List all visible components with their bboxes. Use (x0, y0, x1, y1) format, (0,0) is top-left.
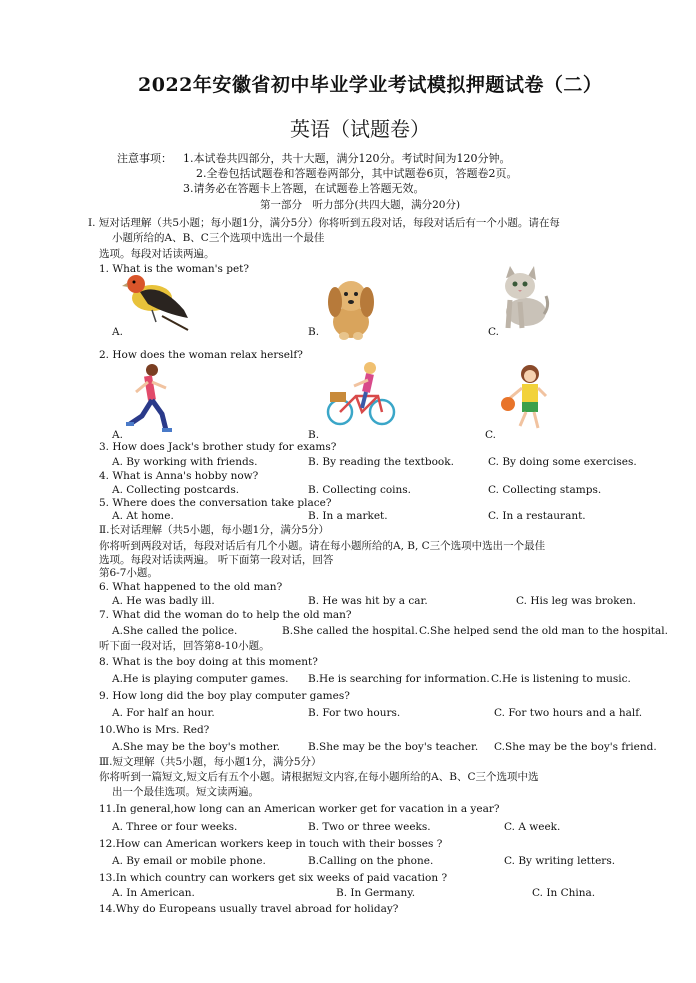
q7-text: 7. What did the woman do to help the old man? (99, 609, 352, 621)
q9-option-b: B. For two hours. (308, 707, 401, 719)
q10-option-b: B.She may be the boy's teacher. (308, 741, 479, 753)
q10-option-c: C.She may be the boy's friend. (494, 741, 657, 753)
dog-picture (326, 272, 376, 342)
q6-option-c: C. His leg was broken. (516, 595, 636, 607)
q8-option-a: A.He is playing computer games. (112, 673, 289, 685)
q1-option-a: A. (112, 326, 123, 338)
q13-option-c: C. In China. (532, 887, 596, 899)
q2-option-b: B. (308, 429, 320, 441)
q5-option-a: A. At home. (112, 510, 174, 522)
q9-text: 9. How long did the boy play computer games? (99, 690, 350, 702)
q7-option-a: A.She called the police. (112, 625, 238, 637)
q9-option-a: A. For half an hour. (112, 707, 215, 719)
q1-text: 1. What is the woman's pet? (99, 263, 250, 275)
q2-option-a: A. (112, 429, 123, 441)
q6-text: 6. What happened to the old man? (99, 581, 283, 593)
section2-intro-3: 第6-7小题。 (99, 567, 158, 579)
q13-option-b: B. In Germany. (336, 887, 416, 899)
q8-option-c: C.He is listening to music. (491, 673, 631, 685)
q10-text: 10.Who is Mrs. Red? (99, 724, 210, 736)
notice-item-2: 2.全卷包括试题卷和答题卷两部分，其中试题卷6页，答题卷2页。 (196, 167, 518, 180)
section3-intro-1: 你将听到一篇短文,短文后有五个小题。请根据短文内容,在每小题所给的A、B、C三个选项中选 (99, 771, 539, 783)
q11-option-b: B. Two or three weeks. (308, 821, 431, 833)
section3-heading: Ⅲ.短文理解（共5小题，每小题1分，满分5分） (99, 756, 322, 768)
q11-option-a: A. Three or four weeks. (112, 821, 238, 833)
q1-option-c: C. (488, 326, 499, 338)
q12-option-a: A. By email or mobile phone. (112, 855, 266, 867)
q4-option-c: C. Collecting stamps. (488, 484, 602, 496)
q13-option-a: A. In American. (112, 887, 195, 899)
q3-option-a: A. By working with friends. (112, 456, 258, 468)
section2-intro-2: 选项。每段对话读两遍。 听下面第一段对话，回答 (99, 554, 334, 566)
exam-subtitle: 英语（试题卷） (290, 117, 430, 141)
q5-text: 5. Where does the conversation take place? (99, 497, 332, 509)
part-title: 第一部分 听力部分(共四大题，满分20分) (260, 199, 461, 211)
q12-option-b: B.Calling on the phone. (308, 855, 434, 867)
exam-title: 2022年安徽省初中毕业学业考试模拟押题试卷（二） (138, 74, 603, 96)
q14-text: 14.Why do Europeans usually travel abroad for holiday? (99, 903, 399, 915)
basketball-girl-picture (500, 362, 552, 432)
cycling-woman-picture (326, 362, 396, 428)
section1-heading: I. 短对话理解（共5小题；每小题1分，满分5分）你将听到五段对话，每段对话后有一个小题。请在每 (88, 217, 560, 229)
q7-option-b: B.She called the hospital. (282, 625, 418, 637)
q1-option-b: B. (308, 326, 320, 338)
cat-picture (498, 266, 550, 332)
q5-option-c: C. In a restaurant. (488, 510, 586, 522)
running-woman-picture (122, 362, 178, 434)
q8-text: 8. What is the boy doing at this moment? (99, 656, 318, 668)
q11-text: 11.In general,how long can an American worker get for vacation in a year? (99, 803, 500, 815)
section3-intro-2: 出一个最佳选项。短文读两遍。 (112, 786, 259, 798)
section1-heading-3: 选项。每段对话读两遍。 (99, 248, 215, 260)
q12-text: 12.How can American workers keep in touch with their bosses ? (99, 838, 443, 850)
q11-option-c: C. A week. (504, 821, 561, 833)
q5-option-b: B. In a market. (308, 510, 388, 522)
notice-label: 注意事项： (117, 152, 172, 165)
bird-picture (122, 270, 194, 332)
q2-option-c: C. (485, 429, 496, 441)
q3-text: 3. How does Jack's brother study for exams? (99, 441, 337, 453)
notice-item-3: 3.请务必在答题卡上答题，在试题卷上答题无效。 (183, 182, 425, 195)
q6-option-b: B. He was hit by a car. (308, 595, 428, 607)
q4-option-a: A. Collecting postcards. (112, 484, 240, 496)
q7-option-c: C.She helped send the old man to the hospital. (419, 625, 668, 637)
q13-text: 13.In which country can workers get six weeks of paid vacation ? (99, 872, 448, 884)
q9-option-c: C. For two hours and a half. (494, 707, 643, 719)
section2-intro-4: 听下面一段对话，回答第8-10小题。 (99, 640, 270, 652)
section2-intro-1: 你将听到两段对话，每段对话后有几个小题。请在每小题所给的A, B, C三个选项中选出一个最佳 (99, 540, 546, 552)
q3-option-c: C. By doing some exercises. (488, 456, 637, 468)
notice-item-1: 1.本试卷共四部分，共十大题，满分120分。考试时间为120分钟。 (183, 152, 511, 165)
q12-option-c: C. By writing letters. (504, 855, 616, 867)
q4-text: 4. What is Anna's hobby now? (99, 470, 259, 482)
q3-option-b: B. By reading the textbook. (308, 456, 454, 468)
section1-heading-2: 小题所给的A、B、C三个选项中选出一个最佳 (112, 232, 325, 244)
q2-text: 2. How does the woman relax herself? (99, 349, 303, 361)
q6-option-a: A. He was badly ill. (112, 595, 215, 607)
section2-heading: Ⅱ.长对话理解（共5小题，每小题1分，满分5分） (99, 524, 330, 536)
q8-option-b: B.He is searching for information. (308, 673, 490, 685)
q4-option-b: B. Collecting coins. (308, 484, 412, 496)
q10-option-a: A.She may be the boy's mother. (112, 741, 280, 753)
